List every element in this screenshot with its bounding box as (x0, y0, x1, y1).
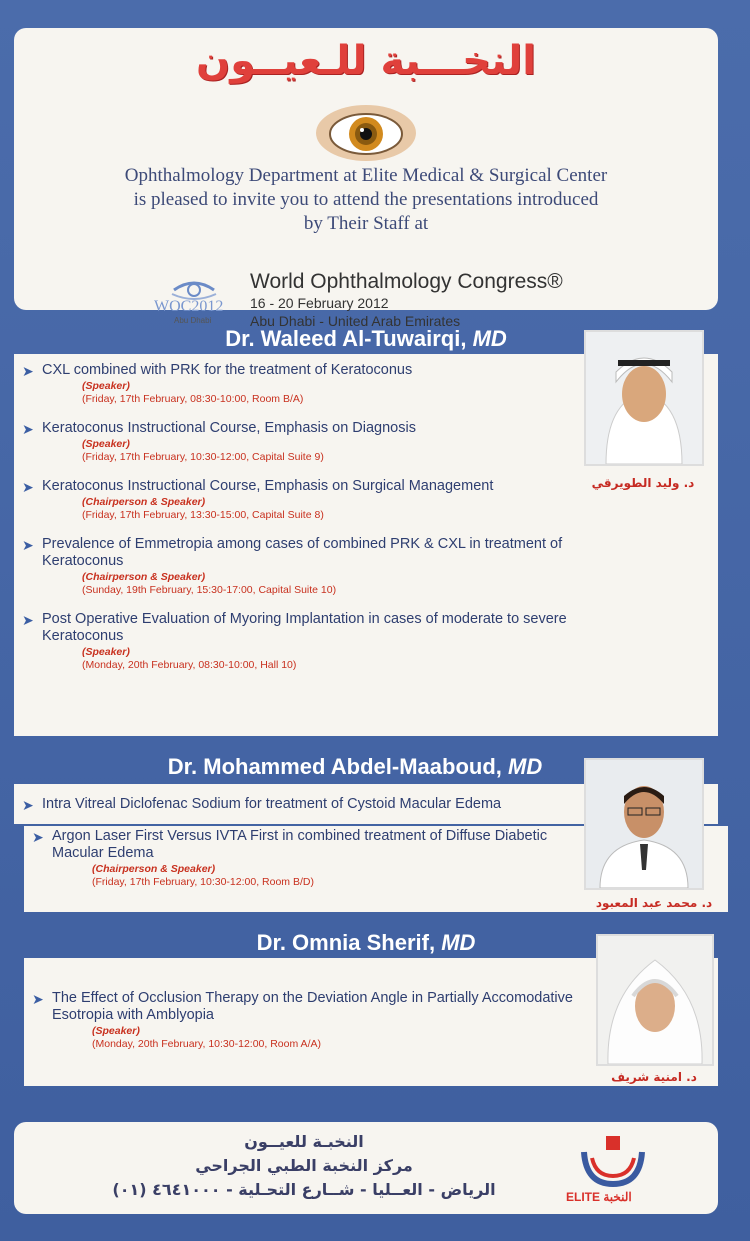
doctor-1-photo-caption: د. وليد الطويرقي (591, 476, 695, 490)
invitation-text (14, 164, 718, 236)
doctor-3-items (32, 990, 592, 1065)
list-item (22, 362, 582, 406)
congress-info (250, 270, 563, 330)
presentation-time: (Monday, 20th February, 08:30-10:00, Hall 10) (82, 659, 297, 671)
presentation-time: (Monday, 20th February, 10:30-12:00, Room A/A) (92, 1038, 321, 1050)
invite-line: by Their Staff at (303, 213, 429, 234)
presentation-time: (Sunday, 19th February, 15:30-17:00, Capital Suite 10) (82, 584, 337, 596)
arrow-bullet-icon: ➤ (22, 612, 34, 628)
presentation-role: (Speaker) (82, 438, 130, 450)
elite-logo (566, 1132, 676, 1204)
presentation-role: (Chairperson & Speaker) (82, 496, 206, 508)
doctor-3-photo (596, 934, 714, 1066)
arrow-bullet-icon: ➤ (22, 363, 34, 379)
footer-line: مركز النخبة الطبي الجراحي (195, 1156, 413, 1175)
list-item (32, 990, 592, 1051)
footer-line: النخبـة للعيــون (244, 1132, 364, 1151)
woc-logo-text: WOC2012 (154, 298, 224, 315)
doctor-degree: MD (441, 930, 476, 955)
doctor-1-items (22, 362, 582, 686)
doctor-3-photo-caption: د. امنية شريف (611, 1070, 697, 1084)
presentation-role: (Chairperson & Speaker) (82, 571, 206, 583)
eye-image (314, 98, 418, 168)
presentation-role: (Speaker) (82, 646, 130, 658)
presentation-title: CXL combined with PRK for the treatment of Keratoconus (42, 362, 413, 378)
presentation-time: (Friday, 17th February, 10:30-12:00, Capital Suite 9) (82, 451, 324, 463)
woc-logo (154, 268, 244, 328)
congress-location: Abu Dhabi - United Arab Emirates (250, 313, 461, 329)
presentation-title: The Effect of Occlusion Therapy on the Deviation Angle in Partially Accomodative Esotropia with Amblyopia (52, 990, 573, 1023)
list-item (22, 796, 582, 813)
arabic-title: النخـــبة للـعيــون (196, 38, 536, 84)
invite-line: is pleased to invite you to attend the presentations introduced (133, 189, 599, 210)
woc-logo-sub: Abu Dhabi (174, 316, 212, 325)
doctor-2-photo (584, 758, 704, 890)
footer-address (84, 1130, 524, 1202)
doctor-portrait-icon (598, 936, 712, 1064)
elite-logo-icon (578, 1132, 648, 1188)
presentation-role: (Speaker) (82, 380, 130, 392)
congress-title: World Ophthalmology Congress® (250, 270, 563, 293)
elite-logo-text: ELITE النخبة (566, 1190, 632, 1204)
doctor-degree: MD (508, 754, 543, 779)
list-item (22, 611, 582, 672)
footer-panel (14, 1122, 718, 1214)
doctor-degree: MD (472, 326, 507, 351)
doctor-portrait-icon (586, 760, 702, 888)
footer-line: الرياض - العــليا - شــارع التحـلية - ٤٦٤١٠٠٠ (٠١) (112, 1180, 496, 1199)
presentation-title: Prevalence of Emmetropia among cases of combined PRK & CXL in treatment of Keratoconus (42, 536, 563, 569)
presentation-title: Intra Vitreal Diclofenac Sodium for treatment of Cystoid Macular Edema (42, 796, 502, 812)
arrow-bullet-icon: ➤ (22, 479, 34, 495)
arrow-bullet-icon: ➤ (22, 537, 34, 553)
presentation-time: (Friday, 17th February, 13:30-15:00, Capital Suite 8) (82, 509, 324, 521)
arrow-bullet-icon: ➤ (22, 421, 34, 437)
doctor-name: Dr. Mohammed Abdel-Maaboud, (167, 754, 502, 779)
arrow-bullet-icon: ➤ (22, 797, 34, 813)
presentation-time: (Friday, 17th February, 08:30-10:00, Room B/A) (82, 393, 304, 405)
header-panel (14, 28, 718, 329)
presentation-role: (Chairperson & Speaker) (92, 863, 216, 875)
list-item (32, 828, 592, 889)
presentation-time: (Friday, 17th February, 10:30-12:00, Room B/D) (92, 876, 314, 888)
doctor-name: Dr. Omnia Sherif, (256, 930, 436, 955)
list-item (22, 536, 582, 597)
invite-line: Ophthalmology Department at Elite Medical & Surgical Center (124, 165, 608, 186)
arrow-bullet-icon: ➤ (32, 829, 44, 845)
presentation-title: Post Operative Evaluation of Myoring Implantation in cases of moderate to severe Keratoconus (42, 611, 567, 644)
presentation-title: Keratoconus Instructional Course, Emphasis on Diagnosis (42, 420, 416, 436)
presentation-title: Argon Laser First Versus IVTA First in combined treatment of Diffuse Diabetic Macular Edema (52, 828, 548, 861)
list-item (22, 420, 582, 464)
presentation-title: Keratoconus Instructional Course, Emphasis on Surgical Management (42, 478, 494, 494)
doctor-2-items-top (22, 796, 582, 827)
doctor-portrait-icon (586, 332, 702, 464)
doctor-2-items-bottom (32, 828, 592, 903)
presentation-role: (Speaker) (92, 1025, 140, 1037)
doctor-name: Dr. Waleed Al-Tuwairqi, (225, 326, 467, 351)
arrow-bullet-icon: ➤ (32, 991, 44, 1007)
doctor-1-photo (584, 330, 704, 466)
doctor-2-photo-caption: د. محمد عبد المعبود (595, 896, 713, 910)
congress-dates: 16 - 20 February 2012 (250, 295, 389, 311)
list-item (22, 478, 582, 522)
